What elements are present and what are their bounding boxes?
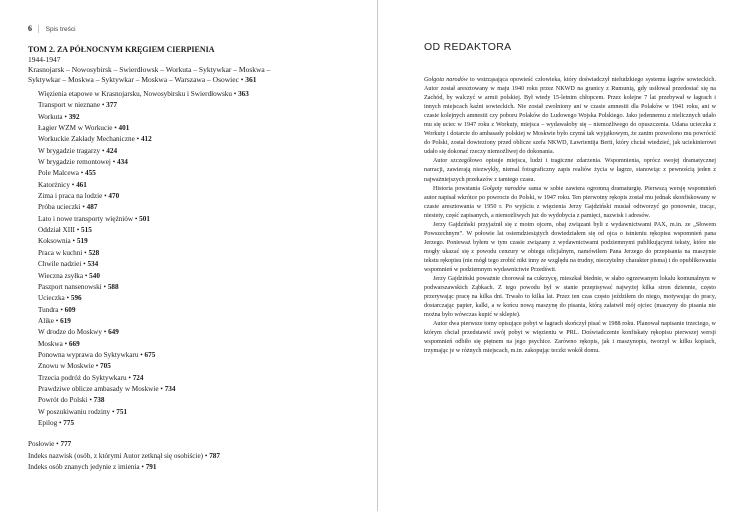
- toc-entry-page: 540: [89, 271, 100, 280]
- bullet: •: [84, 248, 87, 257]
- bullet: •: [134, 214, 138, 223]
- toc-entry-title: Trzecia podróż do Syktywkaru: [38, 373, 127, 382]
- page-gutter: [377, 0, 378, 511]
- toc-entry-title: Indeks osób znanych jedynie z imienia: [28, 463, 140, 471]
- toc-entry-title: W poszukiwaniu rodziny: [38, 407, 111, 416]
- toc-entry: [38, 327, 358, 338]
- toc-entry-page: 705: [100, 362, 111, 371]
- bullet: •: [103, 328, 107, 337]
- toc-entry-title: Ucieczka: [38, 294, 65, 303]
- toc-list: [28, 89, 358, 429]
- toc-entry: [38, 100, 358, 111]
- right-page: [424, 40, 716, 356]
- bullet: •: [104, 192, 107, 201]
- bullet: •: [136, 135, 140, 144]
- editor-note-body: [424, 76, 716, 356]
- places-page-number: 361: [245, 75, 257, 84]
- book-title-italic: Gołgota narodów: [424, 77, 468, 83]
- toc-entry-page: 470: [108, 192, 120, 201]
- bullet: •: [84, 271, 88, 280]
- toc-entry: [38, 248, 358, 259]
- toc-entry: [28, 462, 358, 473]
- toc-entry-title: W brygadzie remontowej: [38, 158, 111, 167]
- toc-entry-page: 675: [144, 350, 156, 359]
- toc-entry-title: Katorżnicy: [38, 180, 70, 189]
- bullet: •: [76, 226, 80, 235]
- bullet: •: [111, 407, 115, 416]
- toc-entry-page: 751: [116, 407, 128, 416]
- toc-entry-page: 392: [68, 112, 80, 121]
- toc-entry-title: Indeks nazwisk (osób, z którymi Autor zetknął się osobiście): [28, 451, 204, 460]
- bullet: •: [83, 260, 86, 269]
- page-number: 6: [28, 24, 32, 33]
- bullet: •: [80, 169, 84, 178]
- toc-entry: [38, 407, 358, 418]
- toc-entry-title: Alike: [38, 316, 54, 325]
- body-paragraph: [424, 157, 716, 184]
- paragraph-text: Jerzy Gajdziński przyjaźnił się z moim ojcem, obaj związani byli z wydawnictwami PAX, m.in. ze „Słowem Powszechnym”. W połowie lat osiemdziesiątych dowiedziałem się od ojca o istnieniu rękopisu wspomnień pana Jerzego. Ponieważ byłem w tym czasie związany z wydawnictwami podziemnymi publikującymi teksty, które nie mogły ukazać się z powodu cenzury w obiegu oficjalnym, namówiłem Pana Jerzego do przepisania na maszynie tekstu rękopisu (nie mógł tego zrobić nikt inny ze względu na trudny, nieczytelny charakter pisma) i do opublikowania wspomnień w podziemnym wydawnictwie Przedświt.: [424, 221, 716, 273]
- toc-entry-page: 401: [118, 124, 130, 133]
- toc-entry-title: Pole Malcewa: [38, 169, 79, 178]
- toc-entry-page: 787: [209, 451, 220, 460]
- toc-entry-page: 487: [86, 203, 98, 212]
- toc-entry-title: Powrót do Polski: [38, 396, 88, 405]
- left-page: [28, 24, 358, 473]
- toc-entry-title: Oddział XIII: [38, 226, 75, 235]
- bullet: •: [114, 124, 117, 133]
- toc-entry: [38, 112, 358, 123]
- toc-entry-page: 775: [63, 418, 75, 427]
- toc-entry-title: Łagier WZM w Workucie: [38, 124, 113, 133]
- bullet: •: [101, 101, 105, 110]
- toc-entry-page: 669: [68, 339, 80, 348]
- toc-entry-title: Wieczna zsyłka: [38, 271, 84, 280]
- toc-entry: [38, 259, 358, 270]
- toc-entry-page: 791: [145, 463, 157, 471]
- bullet: •: [89, 396, 92, 405]
- toc-entry-title: Zima i praca na lodzie: [38, 192, 103, 201]
- toc-entry: [38, 168, 358, 179]
- toc-entry: [38, 339, 358, 350]
- toc-entry-page: 501: [139, 214, 150, 223]
- toc-entry-page: 519: [76, 237, 88, 246]
- toc-entry-page: 596: [70, 294, 82, 303]
- toc-entry-title: Koksownia: [38, 237, 71, 246]
- toc-entry-page: 461: [76, 180, 87, 189]
- toc-entry: [38, 225, 358, 236]
- part-title: TOM 2. ZA PÓŁNOCNYM KRĘGIEM CIERPIENIA: [28, 45, 215, 54]
- toc-entry-title: Paszport nansenowski: [38, 282, 102, 291]
- part-years: 1944-1947: [28, 55, 61, 64]
- toc-entry-page: 434: [117, 158, 128, 167]
- toc-entry-title: Ponowna wyprawa do Syktywkaru: [38, 350, 139, 359]
- toc-entry: [38, 282, 358, 293]
- toc-entry: [38, 89, 358, 100]
- toc-entry-page: 734: [164, 384, 176, 393]
- toc-entry: [38, 271, 358, 282]
- body-paragraph: [424, 76, 716, 157]
- bullet: •: [64, 112, 67, 121]
- toc-entry: [38, 236, 358, 247]
- toc-entry: [38, 202, 358, 213]
- toc-entry-title: Workuckie Zakłady Mechaniczne: [38, 135, 135, 144]
- toc-entry: [38, 146, 358, 157]
- paragraph-text: Historia powstania: [433, 185, 483, 192]
- toc-entry-title: Epilog: [38, 418, 58, 427]
- section-heading: OD REDAKTORA: [424, 41, 512, 53]
- toc-entry-page: 738: [93, 396, 105, 405]
- body-paragraph: [424, 275, 716, 320]
- bullet: •: [160, 384, 163, 393]
- toc-entry-page: 515: [81, 226, 92, 235]
- bullet: •: [55, 316, 59, 325]
- bullet: •: [71, 180, 75, 189]
- running-title: Spis treści: [45, 26, 76, 33]
- part-places: [28, 65, 358, 85]
- toc-entry: [38, 214, 358, 225]
- toc-entry-title: Transport w nieznane: [38, 101, 101, 110]
- bullet: •: [56, 440, 59, 449]
- toc-entry-title: Posłowie: [28, 440, 55, 449]
- back-matter-list: [28, 439, 358, 473]
- bullet: •: [128, 373, 131, 382]
- toc-entry: [28, 451, 358, 462]
- bullet: •: [141, 463, 144, 471]
- body-paragraph: [424, 221, 716, 275]
- toc-entry-page: 649: [108, 328, 119, 337]
- toc-entry-page: 455: [85, 169, 96, 178]
- toc-entry-title: Praca w kuchni: [38, 248, 83, 257]
- bullet: •: [103, 282, 107, 291]
- toc-entry: [38, 180, 358, 191]
- bullet: •: [140, 350, 143, 359]
- toc-entry: [38, 395, 358, 406]
- toc-entry-title: Chwile nadziei: [38, 260, 82, 269]
- bullet: •: [240, 75, 244, 84]
- toc-entry: [38, 373, 358, 384]
- toc-entry: [28, 439, 358, 450]
- toc-entry: [38, 350, 358, 361]
- paragraph-text: Autor dwa pierwsze tomy opisujące pobyt w łagrach skończył pisać w 1988 roku. Planował napisanie trzeciego, w którym chciał przedstawić swój pobyt w więzieniu w PRL. Doświadczenie konfiskaty rękopisu pierwszej wersji wspomnień odbiło się piętnem na jego psychice. Zarówno rękopis, jak i maszynopis, tworzył w kilku kopiach, trzymając je w różnych miejscach, m.in. zakopując teczki wokół domu.: [424, 321, 716, 355]
- paragraph-text: to wstrząsająca opowieść człowieka, który doświadczył nieludzkiego systemu łagrów sowieckich. Autor został aresztowany w maju 1940 roku przez NKWD na granicy z Rumunią, gdy usiłował przedostać się na Zachód, by walczyć w armii polskiej. Był wtedy 15-letnim chłopcem. Przez kolejne 7 lat przebywał w łagrach i innych miejscach kaźni sowieckich. Nie został zwolniony ani w czasie amnestii dla Polaków w 1941 roku, ani w czasie kolejnych amnestii czy poboru Polaków do Ludowego Wojska Polskiego. Jako jedennemu z nielicznych udało mu się uciec w 1947 roku z Workuty, miejsca – wydawałoby się – niemożliwego do opuszczenia. Udana ucieczka z Workuty i dotarcie do ambasady polskiej w Moskwie było czymś tak wyjątkowym, że zanim pozwolono mu powrócić do Polski, został dowieziony przed oblicze szefa NKWD, Ławrientija Berii, który chciał wiedzieć, jak uciekinierowi udało się dokonać rzeczy niemożliwej do dokonania.: [424, 77, 716, 156]
- toc-entry-title: W drodze do Moskwy: [38, 328, 102, 337]
- toc-entry: [38, 157, 358, 168]
- book-title-italic: Gołgoty narodów: [482, 185, 527, 192]
- toc-entry-title: Więzienia etapowe w Krasnojarsku, Nowosybirsku i Swierdłowsku: [38, 90, 232, 98]
- toc-entry: [38, 361, 358, 372]
- toc-entry-page: 609: [64, 305, 76, 314]
- toc-entry-title: Lato i nowe transporty więźniów: [38, 214, 134, 223]
- toc-entry-page: 588: [107, 282, 119, 291]
- running-head-separator: |: [38, 24, 40, 33]
- toc-entry-page: 377: [106, 101, 117, 110]
- bullet: •: [112, 158, 116, 167]
- toc-entry: [38, 316, 358, 327]
- toc-entry: [38, 418, 358, 429]
- bullet: •: [95, 362, 99, 371]
- toc-entry: [38, 134, 358, 145]
- bullet: •: [64, 339, 68, 348]
- toc-entry-title: Znowu w Moskwie: [38, 362, 94, 371]
- paragraph-text: sama w sobie zawiera ogromną dramaturgię. Pierwszą wersję wspomnień autor napisał wkrótce po powrocie do Polski, w 1947 roku. Ten pierwotny rękopis został mu jednak skonfiskowany w czasie aresztowania w 1950 r. Po wyjściu z więzienia Jerzy Gajdziński musiał odtworzyć go ponownie, tracąc, niestety, część zapisanych, a niemożliwych już do wydobycia z pamięci, nazwisk i adresów.: [424, 185, 716, 219]
- bullet: •: [101, 146, 105, 155]
- toc-entry: [38, 305, 358, 316]
- toc-entry-title: W brygadzie tragarzy: [38, 146, 101, 155]
- toc-entry: [38, 123, 358, 134]
- toc-entry-title: Workuta: [38, 112, 63, 121]
- toc-entry-page: 363: [238, 90, 249, 98]
- bullet: •: [233, 90, 237, 98]
- toc-entry-page: 619: [60, 316, 71, 325]
- bullet: •: [204, 451, 208, 460]
- bullet: •: [82, 203, 85, 212]
- toc-entry-page: 777: [60, 440, 72, 449]
- places-line-2-text: Syktywkar – Moskwa – Syktywkar – Moskwa – Warszawa – Osowiec: [28, 75, 239, 84]
- toc-entry-page: 424: [106, 146, 118, 155]
- toc-entry-title: Tundra: [38, 305, 59, 314]
- body-paragraph: [424, 320, 716, 356]
- toc-entry-page: 724: [132, 373, 144, 382]
- toc-entry-page: 528: [88, 248, 100, 257]
- places-line-2: [28, 75, 358, 85]
- toc-entry-title: Moskwa: [38, 339, 63, 348]
- running-head: [28, 24, 358, 35]
- toc-entry: [38, 293, 358, 304]
- bullet: •: [60, 305, 63, 314]
- toc-entry-title: Prawdziwe oblicze ambasady w Moskwie: [38, 384, 159, 393]
- bullet: •: [72, 237, 76, 246]
- bullet: •: [66, 294, 70, 303]
- paragraph-text: Autor szczegółowo opisuje miejsca, ludzi i tragiczne zdarzenia. Wspomnienia, oprócz swojej dramatycznej narracji, zawierają niezwykły, niemal fotograficzny zapis realiów życia w łagrze, stanowiąc z pewnością jeden z najważniejszych przekazów z tamtego czasu.: [424, 158, 716, 183]
- bullet: •: [58, 418, 62, 427]
- toc-entry: [38, 384, 358, 395]
- toc-entry-page: 534: [87, 260, 99, 269]
- toc-entry-title: Próba ucieczki: [38, 203, 81, 212]
- toc-entry-page: 412: [140, 135, 152, 144]
- toc-entry: [38, 191, 358, 202]
- paragraph-text: Jerzy Gajdziński poważnie chorował na cukrzycę, mieszkał biednie, w słabo ogrzewanym lokalu komunalnym w podwarszawskich Ząbkach. Z tego powodu był w stanie przepisywać najwyżej kilka stron dziennie, często przerywając pracę na kilka dni. Trwało to kilka lat. Przez ten czas często jeździłem do niego, motywując do pracy, dostarczając papier, kalki, a w końcu nową maszynę do pisania, którą załatwił mój ojciec (maszyny do pisania nie można było wówczas kupić w sklepie).: [424, 276, 716, 319]
- body-paragraph: [424, 185, 716, 221]
- places-line-1: Krasnojarsk – Nowosybirsk – Swierdłowsk – Workuta – Syktywkar – Moskwa –: [28, 65, 271, 74]
